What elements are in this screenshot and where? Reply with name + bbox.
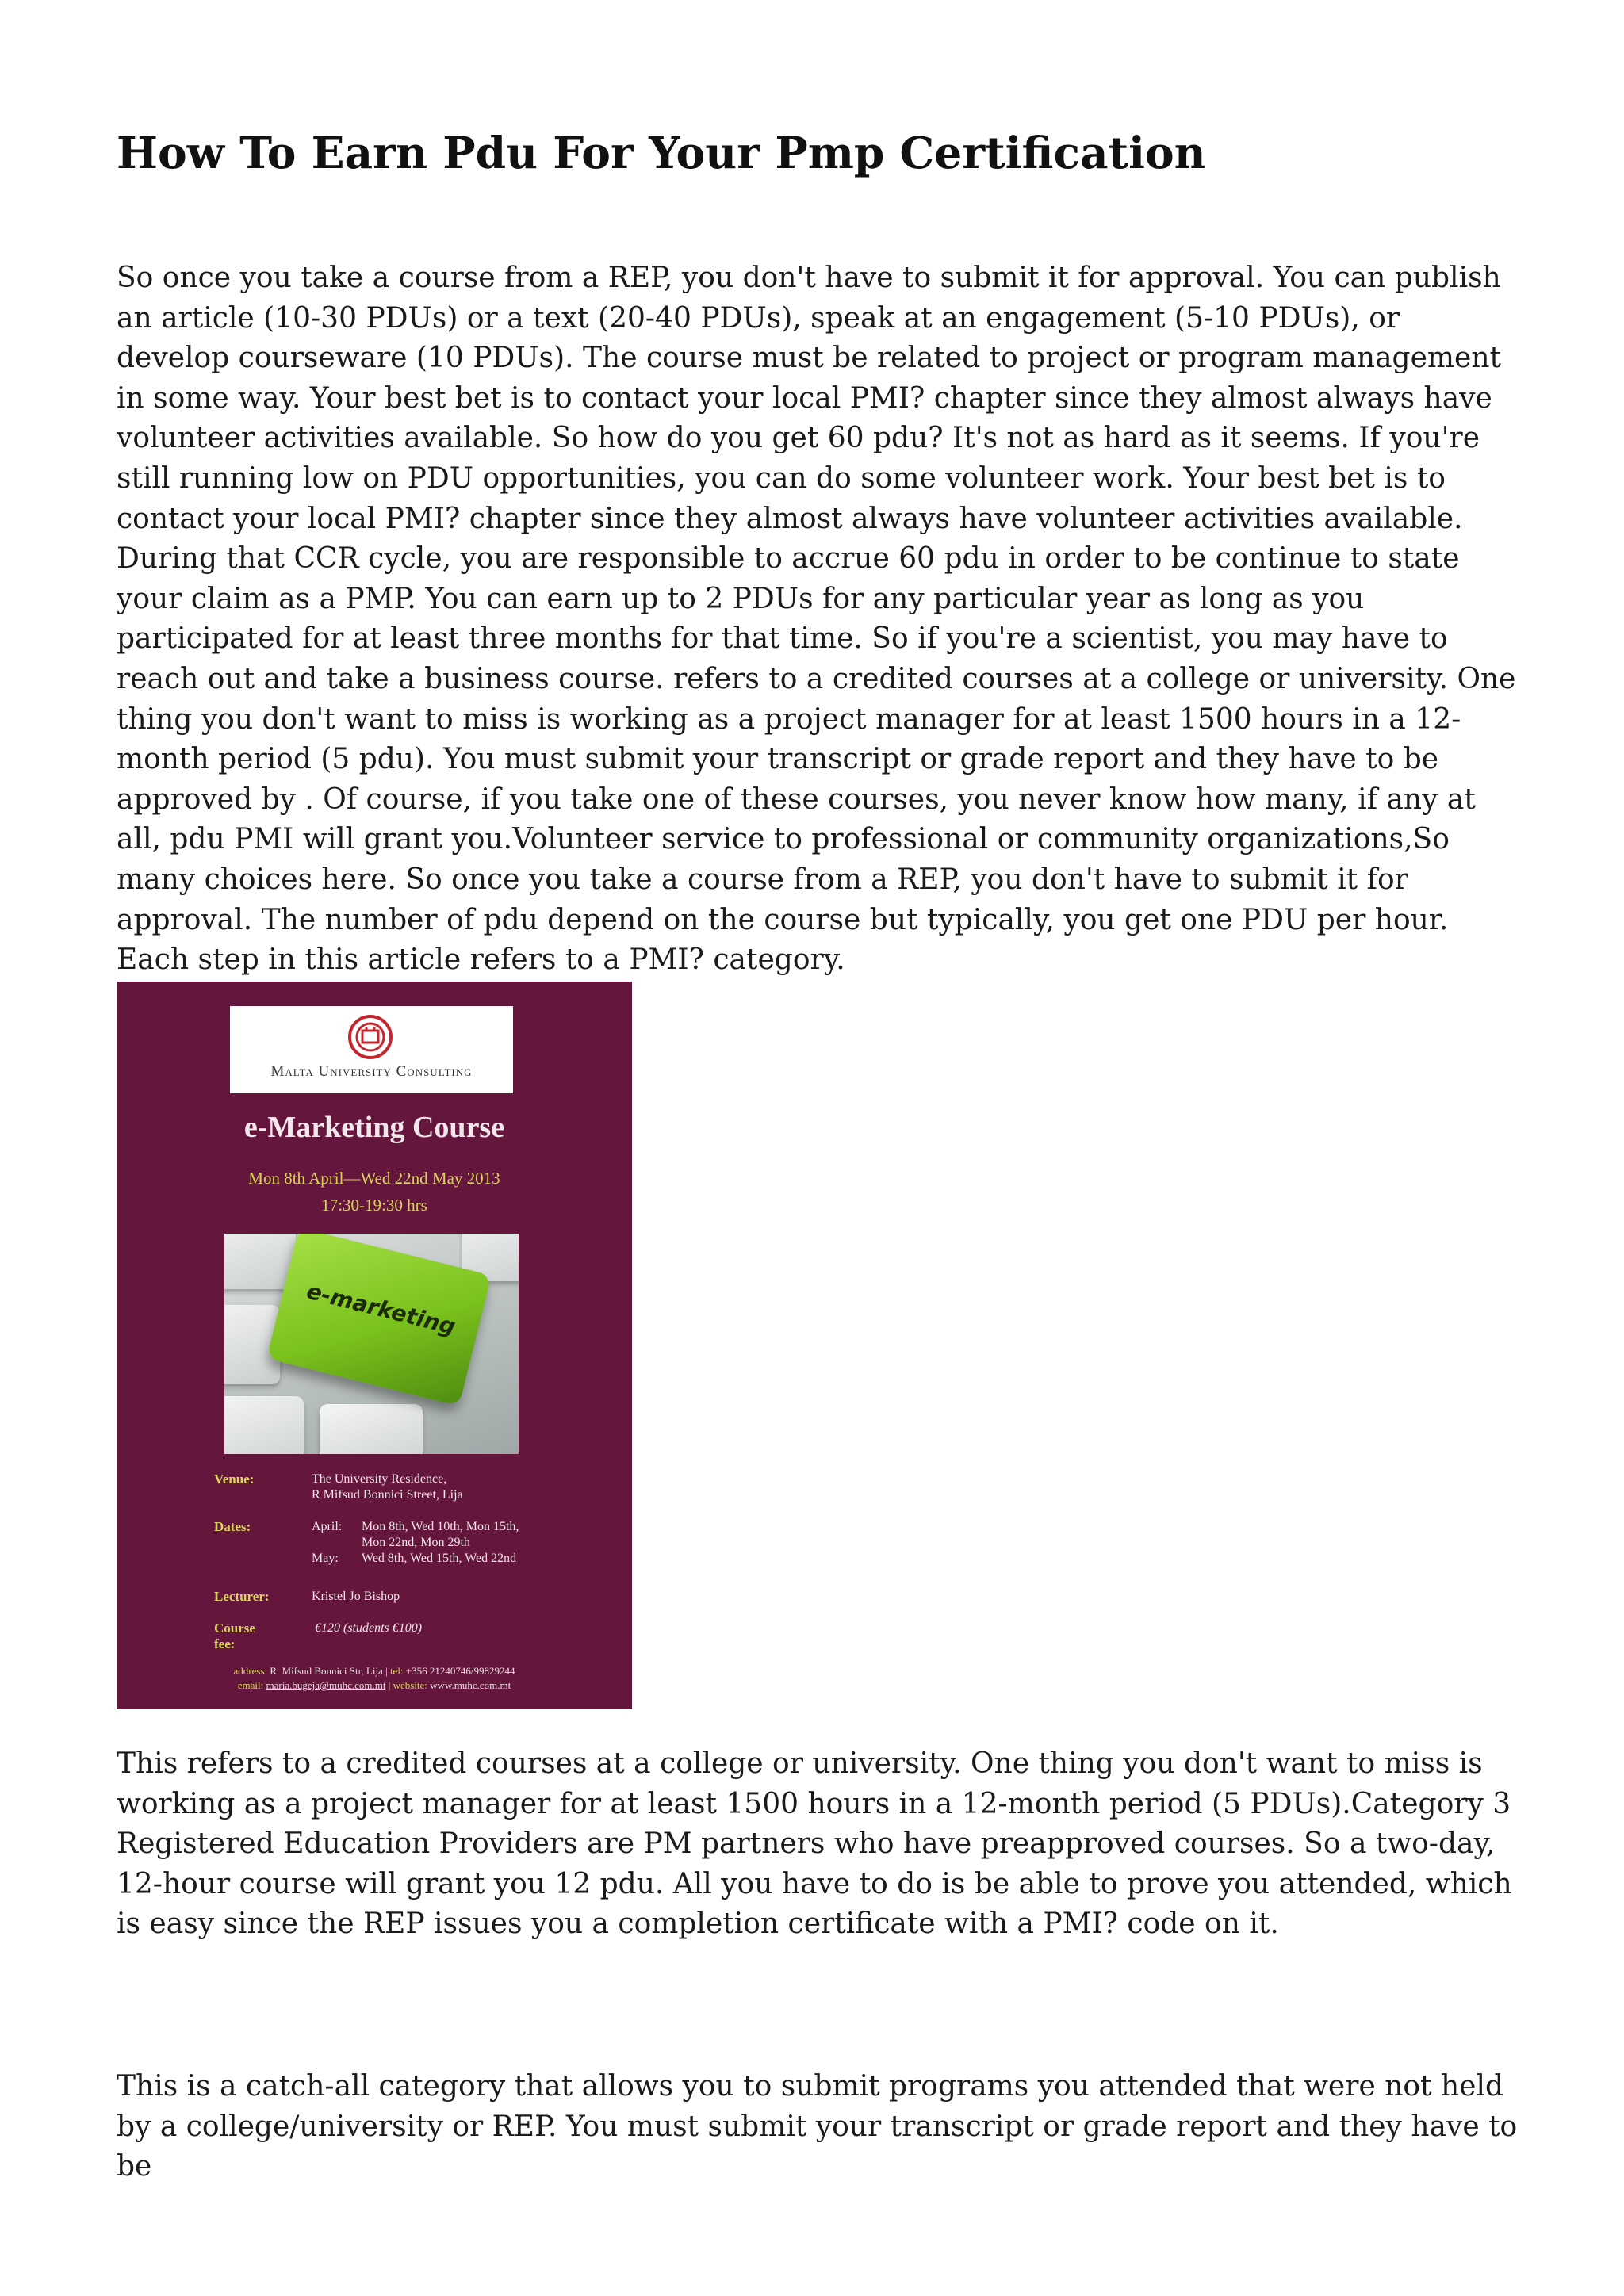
email-link[interactable]: maria.bugeja@muhc.com.mt bbox=[266, 1679, 386, 1691]
keyboard-key bbox=[224, 1396, 304, 1454]
email-key: email: bbox=[237, 1679, 264, 1691]
april-dates-2: Mon 22nd, Mon 29th bbox=[362, 1536, 470, 1549]
address-value: R. Mifsud Bonnici Str, Lija | bbox=[270, 1665, 388, 1677]
fee-value: €120 (students €100) bbox=[315, 1621, 423, 1635]
key-label: e-marketing bbox=[304, 1277, 458, 1341]
flyer-contact-line-2 bbox=[117, 1679, 632, 1692]
paragraph-1: So once you take a course from a REP, you don't have to submit it for approval. You can publish an article (10-30 PDUs) or a text (20-40 PDUs), speak at an engagement (5-10 PDUs), or develop courseware (10 PDUs). The course must be related to project or program management in some way. Your best bet is to contact your local PMI? chapter since they almost always have volunteer activities available. So how do you get 60 pdu? It's not as hard as it seems. If you're still running low on PDU opportunities, you can do some volunteer work. Your best bet is to contact your local PMI? chapter since they almost always have volunteer activities available. During that CCR cycle, you are responsible to accrue 60 pdu in order to be continue to state your claim as a PMP. You can earn up to 2 PDUs for any particular year as long as you participated for at least three months for that time. So if you're a scientist, you may have to reach out and take a business course. refers to a credited courses at a college or university. One thing you don't want to miss is working as a project manager for at least 1500 hours in a 12-month period (5 pdu). You must submit your transcript or grade report and they have to be approved by . Of course, if you take one of these courses, you never know how many, if any at all, pdu PMI will grant you.Volunteer service to professional or community organizations,So many choices here. So once you take a course from a REP, you don't have to submit it for approval. The number of pdu depend on the course but typically, you get one PDU per hour. Each step in this article refers to a PMI? category. bbox=[117, 262, 1516, 977]
green-key bbox=[266, 1234, 492, 1406]
flyer-contact-line-1 bbox=[117, 1665, 632, 1678]
tel-value: +356 21240746/99829244 bbox=[405, 1665, 515, 1677]
keyboard-photo bbox=[224, 1234, 519, 1454]
dates-label: Dates: bbox=[214, 1519, 251, 1534]
logo-icon bbox=[347, 1014, 393, 1060]
lecturer-name: Kristel Jo Bishop bbox=[312, 1590, 400, 1603]
may-dates: Wed 8th, Wed 15th, Wed 22nd bbox=[362, 1552, 517, 1565]
april-dates-1: Mon 8th, Wed 10th, Mon 15th, bbox=[362, 1520, 519, 1533]
keyboard-key bbox=[320, 1404, 423, 1454]
lecturer-label: Lecturer: bbox=[214, 1589, 270, 1604]
course-time: 17:30-19:30 hrs bbox=[321, 1196, 427, 1215]
address-key: address: bbox=[233, 1665, 268, 1677]
course-date-range: Mon 8th April—Wed 22nd May 2013 bbox=[248, 1169, 500, 1188]
april-label: April: bbox=[312, 1520, 343, 1533]
paragraph-2: This refers to a credited courses at a college or university. One thing you don't want to miss is working as a project manager for at least 1500 hours in a 12-month period (5 PDUs).Category 3 Registered Education Providers are PM partners who have preapproved courses. So a two-day, 12-hour course will grant you 12 pdu. All you have to do is be able to prove you attended, which is easy since the REP issues you a completion certificate with a PMI? code on it. bbox=[117, 1747, 1512, 1941]
venue-line-2: R Mifsud Bonnici Street, Lija bbox=[312, 1488, 463, 1502]
website-link[interactable]: www.muhc.com.mt bbox=[430, 1679, 511, 1691]
page-title: How To Earn Pdu For Your Pmp Certification bbox=[117, 127, 1206, 178]
course-title: e-Marketing Course bbox=[243, 1111, 505, 1144]
paragraph-3: This is a catch-all category that allows you to submit programs you attended that were not held by a college/university or REP. You must submit your transcript or grade report and they have to be bbox=[117, 2070, 1518, 2183]
course-flyer-image bbox=[117, 982, 632, 1709]
venue-line-1: The University Residence, bbox=[312, 1472, 447, 1486]
logo-text: Malta University Consulting bbox=[270, 1063, 473, 1080]
tel-key: tel: bbox=[389, 1665, 404, 1677]
logo-box bbox=[230, 1006, 513, 1093]
fee-label: Course fee: bbox=[214, 1621, 255, 1651]
may-label: May: bbox=[312, 1552, 339, 1565]
website-key: | website: bbox=[388, 1679, 427, 1691]
venue-label: Venue: bbox=[214, 1471, 255, 1487]
